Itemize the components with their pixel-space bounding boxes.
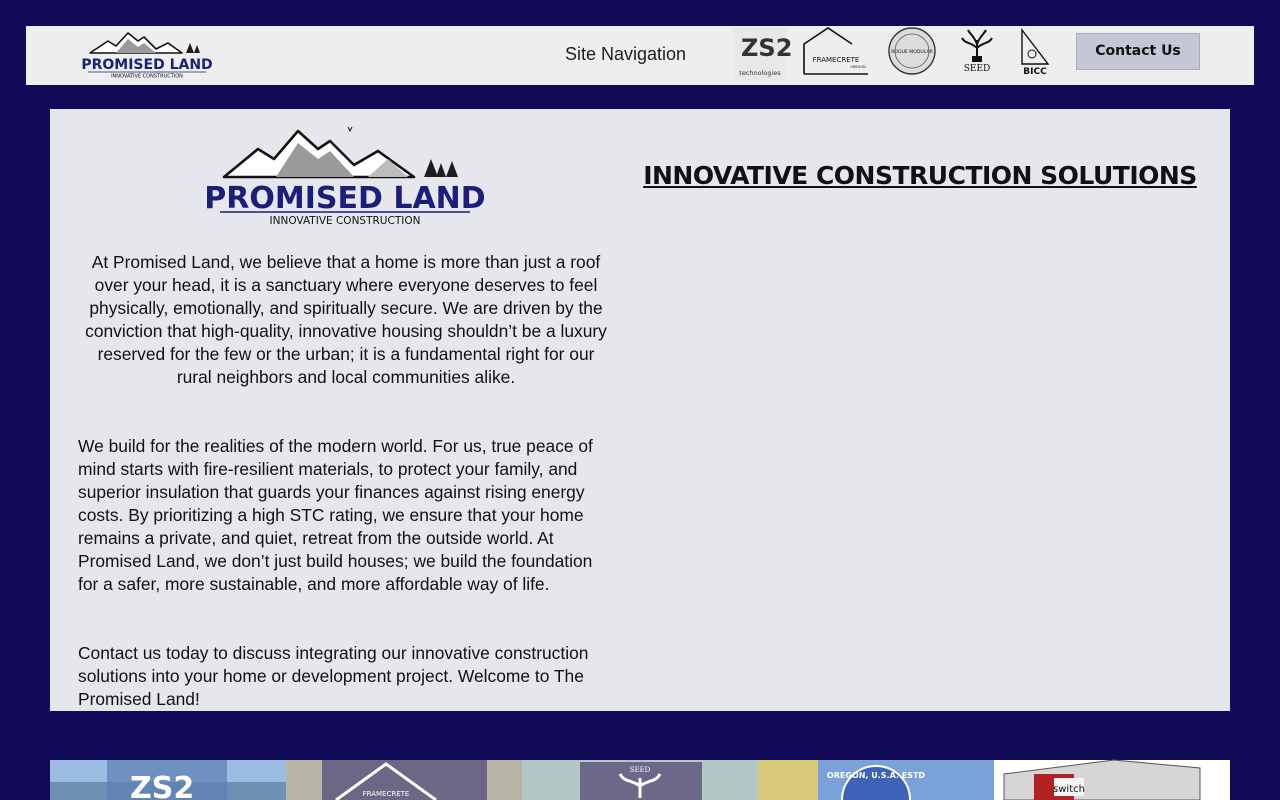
zs2-sub: technologies bbox=[739, 69, 781, 77]
gallery-seed-text: SEED bbox=[629, 766, 651, 774]
seed-logo[interactable] bbox=[954, 26, 1000, 82]
brand-name: PROMISED LAND bbox=[81, 57, 213, 73]
contact-us-button[interactable]: Contact Us bbox=[1076, 33, 1200, 70]
gallery-tile-seed[interactable] bbox=[522, 760, 758, 800]
bicc-name: BICC bbox=[1023, 67, 1047, 77]
gallery-tile-zs2[interactable] bbox=[50, 760, 286, 800]
page-heading: INNOVATIVE CONSTRUCTION SOLUTIONS bbox=[643, 161, 1197, 190]
rogue-modular-logo[interactable] bbox=[886, 26, 938, 82]
promised-land-main-logo bbox=[204, 119, 486, 229]
main-content-panel bbox=[50, 109, 1230, 711]
zs2-technologies-logo[interactable] bbox=[734, 26, 793, 82]
framecrete-sub: OREGON bbox=[850, 65, 866, 69]
framecrete-logo[interactable] bbox=[800, 26, 870, 82]
gallery-switch-text: switch bbox=[1053, 784, 1085, 795]
seed-name: SEED bbox=[963, 64, 991, 74]
gallery-tile-switch[interactable] bbox=[994, 760, 1230, 800]
site-navigation-link[interactable]: Site Navigation bbox=[565, 44, 687, 64]
gallery-tile-framecrete[interactable] bbox=[286, 760, 522, 800]
partner-gallery bbox=[50, 760, 1230, 800]
main-logo-name: PROMISED LAND bbox=[204, 181, 486, 216]
framecrete-name: FRAMECRETE bbox=[812, 56, 860, 64]
zs2-mark: ZS2 bbox=[741, 34, 793, 62]
gallery-oregon-text: OREGON, U.S.A. ESTD bbox=[826, 771, 926, 780]
gallery-tile-oregon[interactable] bbox=[758, 760, 994, 800]
bicc-logo[interactable] bbox=[1018, 26, 1052, 82]
values-paragraph: We build for the realities of the modern world. For us, true peace of mind starts with fire-resilient materials, to protect your family, and superior insulation that guards your finances against rising energy costs. By prioritizing a high STC rating, we ensure that your home remains a private, and quiet, retreat from the outside world. At Promised Land, we don’t just build houses; we build the foundation for a safer, more sustainable, and more affordable way of life. bbox=[78, 436, 593, 594]
site-header bbox=[26, 26, 1254, 85]
rogue-modular-name: ROGUE MODULAR bbox=[891, 50, 933, 55]
intro-paragraph: At Promised Land, we believe that a home is more than just a roof over your head, it is a sanctuary where everyone deserves to feel physically, emotionally, and spiritually secure. We are driven by the conviction that high-quality, innovative housing shouldn’t be a luxury reserved for the few or the urban; it is a fundamental right for our rural neighbors and local communities alike. bbox=[85, 252, 607, 387]
contact-paragraph: Contact us today to discuss integrating our innovative construction solutions into your home or development project. Welcome to The Promised Land! bbox=[78, 643, 589, 709]
gallery-zs2-text: ZS2 bbox=[130, 771, 195, 800]
brand-tagline: INNOVATIVE CONSTRUCTION bbox=[111, 73, 183, 80]
gallery-framecrete-text: FRAMECRETE bbox=[362, 790, 410, 798]
promised-land-logo[interactable] bbox=[81, 27, 213, 80]
main-logo-tagline: INNOVATIVE CONSTRUCTION bbox=[269, 215, 421, 227]
